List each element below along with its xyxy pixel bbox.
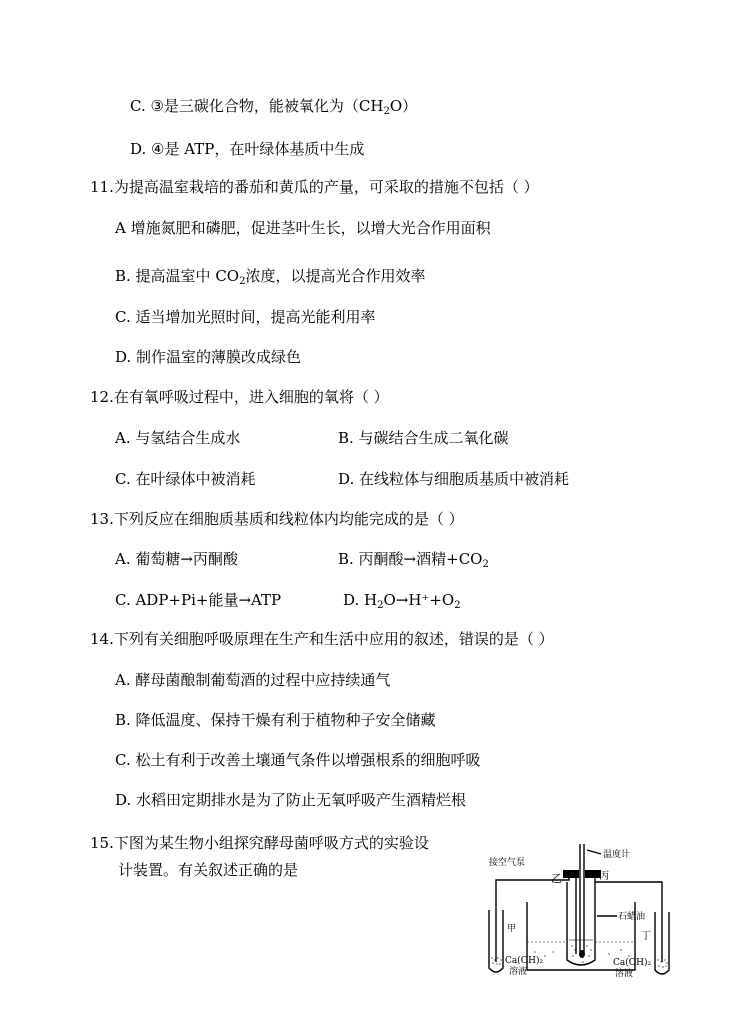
- left-tubing: [496, 872, 569, 962]
- q15-stem-line1: 15.下图为某生物小组探究酵母菌呼吸方式的实验设: [90, 834, 429, 852]
- q13-stem: 13.下列反应在细胞质基质和线粒体内均能完成的是（ ）: [90, 510, 464, 528]
- q11-option-d: D. 制作温室的薄膜改成绿色: [115, 348, 302, 366]
- q12-row-cd: [115, 469, 715, 489]
- q13-option-b-pre: B. 丙酮酸→酒精+CO: [338, 550, 483, 568]
- q12-option-b: B. 与碳结合生成二氧化碳: [338, 429, 509, 447]
- q13-option-c: C. ADP+Pi+能量→ATP: [115, 591, 282, 609]
- q11-option-a: A 增施氮肥和磷肥，促进茎叶生长，以增大光合作用面积: [115, 219, 491, 237]
- q10-option-c-text: C. ③是三碳化合物，能被氧化为（CH: [130, 97, 384, 115]
- q11-option-b-post: 浓度，以提高光合作用效率: [245, 267, 426, 285]
- q13-option-d: [343, 590, 461, 616]
- q10-option-c-sub: 2: [383, 106, 390, 117]
- label-caoh2-left: Ca(OH)₂: [505, 956, 544, 966]
- q10-option-d: D. ④是 ATP，在叶绿体基质中生成: [130, 140, 365, 158]
- q12-option-a: A. 与氢结合生成水: [115, 429, 241, 447]
- q13-option-d-sub: 2: [377, 600, 384, 611]
- label-solution-left: 溶液: [509, 967, 528, 977]
- label-ding: 丁: [641, 931, 651, 942]
- label-caoh2-right: Ca(OH)₂: [613, 958, 652, 968]
- q10-option-c: [130, 96, 417, 122]
- q13-option-b-sub: 2: [482, 559, 489, 570]
- q13-option-d-pre: D. H: [343, 591, 378, 609]
- q11-option-b: [115, 266, 426, 292]
- q13-option-d-post: O→H⁺+O: [383, 591, 455, 609]
- q12-option-c: C. 在叶绿体中被消耗: [115, 470, 256, 488]
- q11-option-c: C. 适当增加光照时间，提高光能利用率: [115, 308, 376, 326]
- stopper-left: [563, 870, 579, 878]
- label-thermometer: 温度计: [603, 850, 631, 860]
- q15-stem-line2: 计装置。有关叙述正确的是: [118, 861, 299, 879]
- thermometer: [580, 844, 584, 952]
- q13-option-b: [338, 549, 489, 575]
- q13-option-d-sub2: 2: [454, 600, 461, 611]
- label-solution-right: 溶液: [615, 969, 634, 979]
- label-jia: 甲: [507, 924, 517, 934]
- q14-option-d: D. 水稻田定期排水是为了防止无氧呼吸产生酒精烂根: [115, 791, 467, 809]
- q11-stem: 11.为提高温室栽培的番茄和黄瓜的产量，可采取的措施不包括（ ）: [90, 178, 539, 196]
- label-bing: 丙: [599, 871, 609, 882]
- q10-option-c-end: O）: [389, 97, 418, 115]
- q14-option-a: A. 酵母菌酿制葡萄酒的过程中应持续通气: [115, 671, 391, 689]
- q11-option-b-pre: B. 提高温室中 CO: [115, 267, 240, 285]
- q12-row-ab: [115, 428, 715, 448]
- q12-stem: 12.在有氧呼吸过程中，进入细胞的氧将（ ）: [90, 388, 389, 406]
- q13-option-a: A. 葡萄糖→丙酮酸: [115, 550, 238, 568]
- label-paraffin-oil: 石蜡油: [618, 912, 646, 922]
- q11-option-b-sub: 2: [239, 276, 246, 287]
- yeast-respiration-apparatus-figure: [483, 842, 683, 982]
- q12-option-d: D. 在线粒体与细胞质基质中被消耗: [338, 470, 570, 488]
- q14-stem: 14.下列有关细胞呼吸原理在生产和生活中应用的叙述，错误的是（ ）: [90, 630, 554, 648]
- q14-option-c: C. 松土有利于改善土壤通气条件以增强根系的细胞呼吸: [115, 751, 481, 769]
- q13-row-cd: [115, 590, 715, 610]
- q14-option-b: B. 降低温度、保持干燥有利于植物种子安全储藏: [115, 711, 436, 729]
- q13-row-ab: [115, 549, 715, 569]
- label-air-pump: 接空气泵: [489, 858, 526, 868]
- label-yi: 乙: [551, 872, 562, 885]
